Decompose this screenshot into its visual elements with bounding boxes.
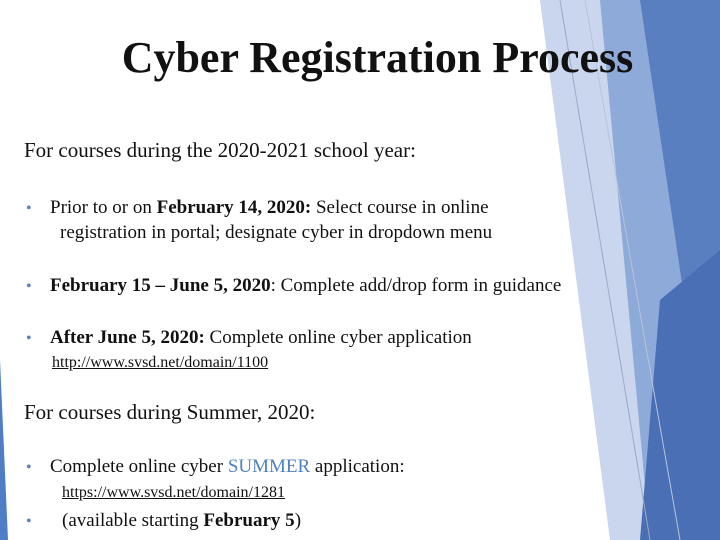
bullet-date: February 5 bbox=[203, 510, 295, 531]
bullet-icon: • bbox=[26, 278, 32, 295]
slide-title: Cyber Registration Process bbox=[121, 33, 634, 82]
bullet-item bbox=[26, 196, 489, 220]
bullet-text: Complete online cyber bbox=[50, 456, 228, 477]
section-heading: For courses during the 2020-2021 school year: bbox=[24, 138, 416, 162]
bullet-date: After June 5, 2020: bbox=[50, 327, 205, 348]
bullet-item bbox=[26, 274, 561, 298]
bullet-icon: • bbox=[26, 200, 32, 217]
bullet-icon: • bbox=[26, 459, 32, 476]
bullet-date: February 14, 2020: bbox=[156, 197, 312, 218]
bullet-text: Select course in online bbox=[311, 197, 489, 218]
bullet-item bbox=[26, 326, 472, 350]
bullet-text: Prior to or on bbox=[50, 197, 157, 218]
bullet-text: application: bbox=[310, 456, 405, 477]
summer-link[interactable]: https://www.svsd.net/domain/1281 bbox=[62, 484, 285, 501]
domain-link[interactable]: http://www.svsd.net/domain/1100 bbox=[52, 354, 269, 371]
bullet-text: ) bbox=[294, 510, 302, 531]
bullet-text: : Complete add/drop form in guidance bbox=[270, 275, 562, 296]
bullet-icon: • bbox=[26, 330, 32, 347]
bullet-item bbox=[26, 509, 301, 533]
bullet-icon: • bbox=[26, 513, 32, 530]
bullet-item bbox=[26, 455, 405, 479]
bullet-continuation: registration in portal; designate cyber in dropdown menu bbox=[60, 222, 493, 243]
section-heading: For courses during Summer, 2020: bbox=[24, 400, 316, 424]
bullet-text: (available starting bbox=[62, 510, 204, 531]
decor-left-sliver bbox=[0, 360, 8, 540]
bullet-accent: SUMMER bbox=[227, 456, 311, 477]
bullet-text: Complete online cyber application bbox=[204, 327, 472, 348]
bullet-date: February 15 – June 5, 2020 bbox=[50, 275, 271, 296]
